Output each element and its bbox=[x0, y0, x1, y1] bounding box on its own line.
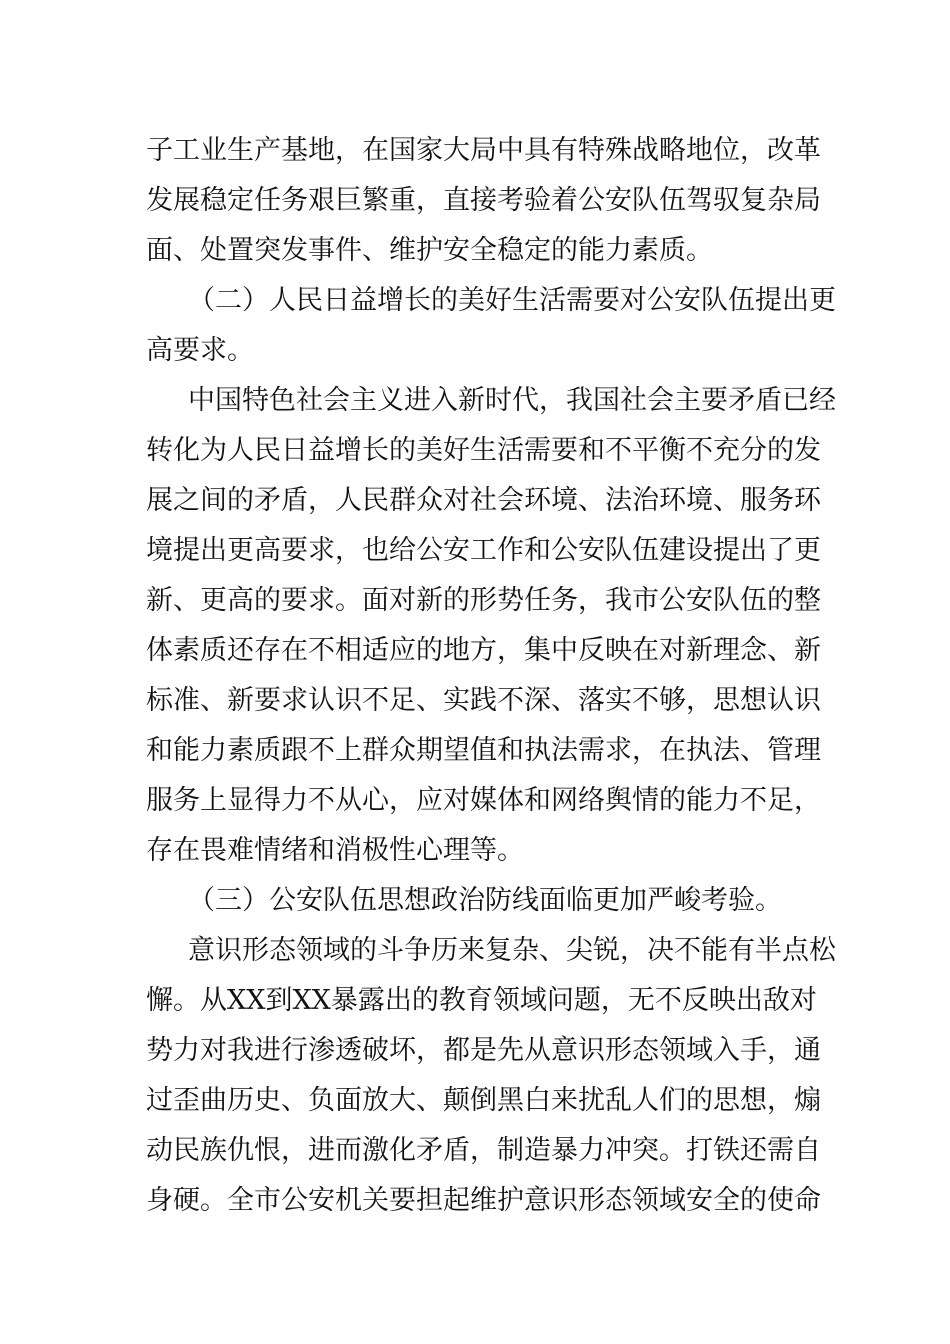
paragraph-5-line: 意识形态领域的斗争历来复杂、尖锐，决不能有半点松 bbox=[188, 935, 836, 966]
paragraph-3-line: 体素质还存在不相适应的地方，集中反映在对新理念、新 bbox=[146, 635, 821, 666]
document-body bbox=[146, 126, 836, 1226]
paragraph-5-line: 动民族仇恨，进而激化矛盾，制造暴力冲突。打铁还需自 bbox=[146, 1135, 821, 1166]
paragraph-1-line: 发展稳定任务艰巨繁重，直接考验着公安队伍驾驭复杂局 bbox=[146, 185, 821, 216]
section-heading-3-line: （三）公安队伍思想政治防线面临更加严峻考验。 bbox=[188, 885, 782, 916]
paragraph-3-line: 服务上显得力不从心，应对媒体和网络舆情的能力不足， bbox=[146, 785, 821, 816]
paragraph-3-line: 和能力素质跟不上群众期望值和执法需求，在执法、管理 bbox=[146, 735, 821, 766]
paragraph-3-line: 中国特色社会主义进入新时代，我国社会主要矛盾已经 bbox=[188, 385, 836, 416]
paragraph-3-line: 新、更高的要求。面对新的形势任务，我市公安队伍的整 bbox=[146, 585, 821, 616]
paragraph-1-line: 子工业生产基地，在国家大局中具有特殊战略地位，改革 bbox=[146, 135, 821, 166]
paragraph-3-line: 境提出更高要求，也给公安工作和公安队伍建设提出了更 bbox=[146, 535, 821, 566]
paragraph-3-line: 标准、新要求认识不足、实践不深、落实不够，思想认识 bbox=[146, 685, 821, 716]
paragraph-5-line: 势力对我进行渗透破坏，都是先从意识形态领域入手，通 bbox=[146, 1035, 821, 1066]
paragraph-1-line: 面、处置突发事件、维护安全稳定的能力素质。 bbox=[146, 235, 713, 266]
paragraph-5-line: 懈。从XX到XX暴露出的教育领域问题，无不反映出敌对 bbox=[146, 985, 817, 1016]
section-heading-2-line: （二）人民日益增长的美好生活需要对公安队伍提出更 bbox=[188, 285, 836, 316]
paragraph-3-line: 存在畏难情绪和消极性心理等。 bbox=[146, 835, 524, 866]
paragraph-5-line: 身硬。全市公安机关要担起维护意识形态领域安全的使命 bbox=[146, 1185, 821, 1216]
paragraph-3-line: 展之间的矛盾，人民群众对社会环境、法治环境、服务环 bbox=[146, 485, 821, 516]
paragraph-5-line: 过歪曲历史、负面放大、颠倒黑白来扰乱人们的思想，煽 bbox=[146, 1085, 821, 1116]
paragraph-3-line: 转化为人民日益增长的美好生活需要和不平衡不充分的发 bbox=[146, 435, 821, 466]
section-heading-2-line: 高要求。 bbox=[146, 335, 254, 366]
